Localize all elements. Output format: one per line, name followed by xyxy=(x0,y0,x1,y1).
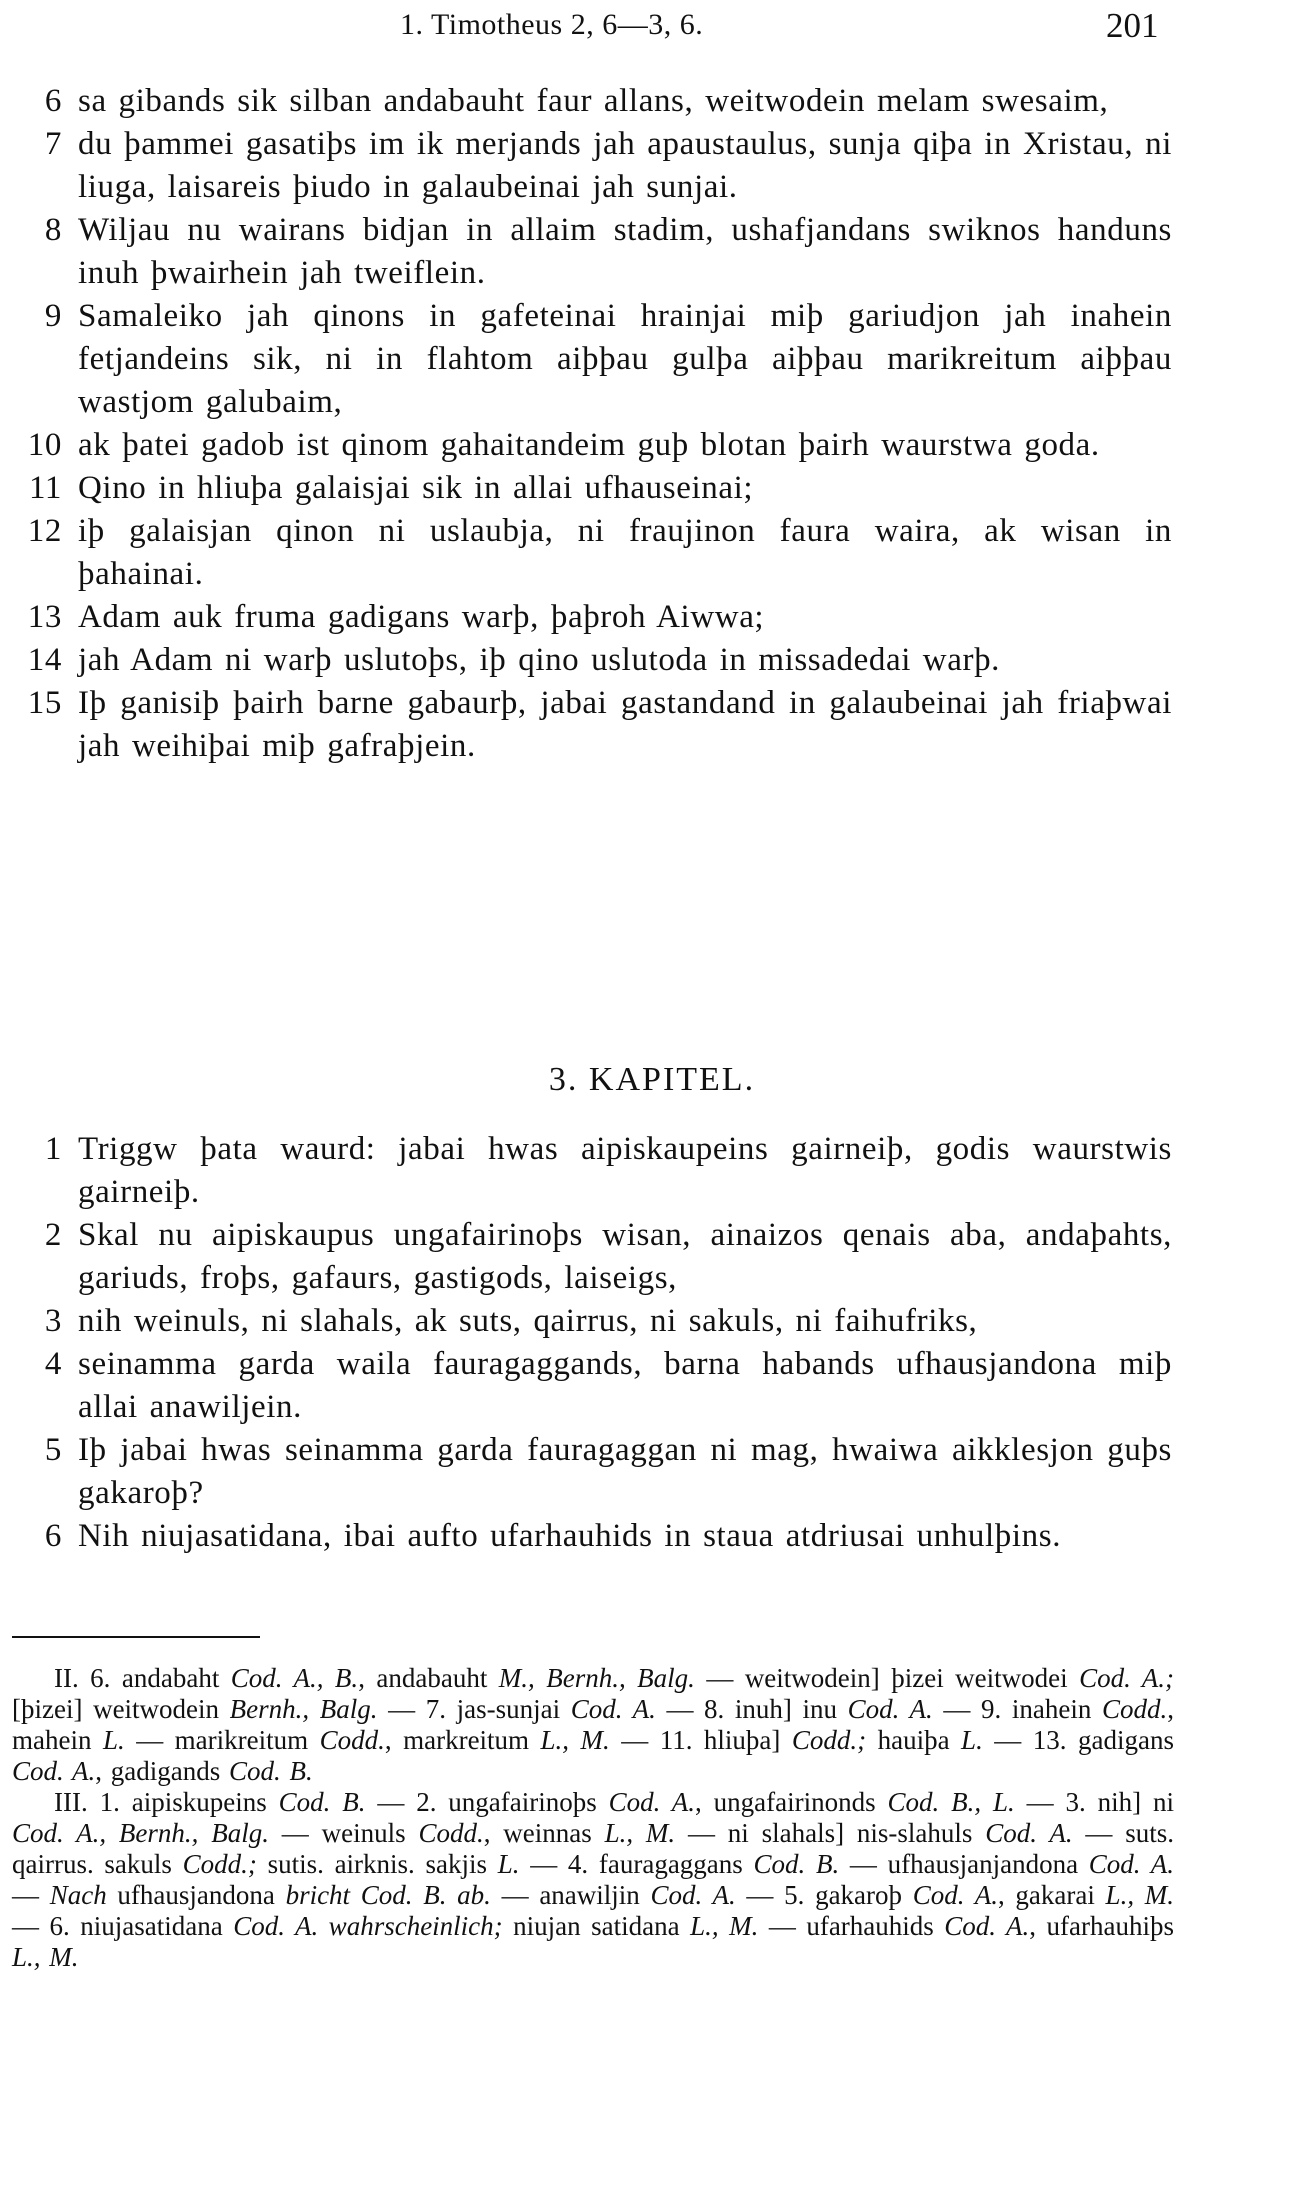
verse-text: iþ galaisjan qinon ni uslaubja, ni fraujinon faura waira, ak wisan in þahainai. xyxy=(78,513,1172,592)
note-text: hauiþa xyxy=(866,1725,962,1755)
verse-number: 1 xyxy=(44,1131,62,1167)
note-text: , ungafairinonds xyxy=(695,1787,888,1817)
note-siglum: Cod. B., L. xyxy=(887,1787,1015,1817)
note-text: — 7. jas-sunjai xyxy=(377,1694,571,1724)
chapter-3-verses xyxy=(0,1128,1304,1558)
note-text: sutis. airknis. sakjis xyxy=(256,1849,498,1879)
page-number: 201 xyxy=(1106,6,1159,45)
note-siglum: Cod. A. xyxy=(12,1756,96,1786)
note-siglum: Codd. xyxy=(319,1725,385,1755)
verse-text: Nih niujasatidana, ibai aufto ufarhauhids in staua atdriusai unhulþins. xyxy=(78,1518,1062,1554)
note-siglum: L. xyxy=(102,1725,125,1755)
note-text: ufhausjandona xyxy=(106,1880,286,1910)
note-siglum: L., M. xyxy=(12,1942,79,1972)
note-text: III. 1. aipiskupeins xyxy=(54,1787,279,1817)
note-siglum: Cod. A. xyxy=(1088,1849,1174,1879)
note-siglum: Cod. A.; xyxy=(1079,1663,1175,1693)
note-siglum: Cod. B. xyxy=(753,1849,840,1879)
note-text: , markreitum xyxy=(384,1725,541,1755)
verse-number: 7 xyxy=(44,126,62,162)
verse xyxy=(0,1214,1172,1300)
verse-number: 14 xyxy=(27,642,62,678)
note-text: , mahein xyxy=(12,1694,1174,1755)
footnote-chapter-2 xyxy=(12,1663,1174,1787)
page-header xyxy=(0,6,1304,56)
verse xyxy=(0,596,1172,639)
note-siglum: Cod. A. xyxy=(944,1911,1030,1941)
verse-text: nih weinuls, ni slahals, ak suts, qairrus, ni sakuls, ni faihufriks, xyxy=(78,1303,978,1339)
verse-text: Samaleiko jah qinons in gafeteinai hrainjai miþ gariudjon jah inahein fetjandeins sik, ni in flahtom aiþþau gulþa aiþþau marikreitum aiþþau wastjom galubaim, xyxy=(78,298,1172,420)
verse xyxy=(0,209,1172,295)
note-siglum: Cod. A. xyxy=(985,1818,1073,1848)
note-siglum: L., M. xyxy=(690,1911,759,1941)
note-text: — xyxy=(12,1880,50,1910)
verse-number: 2 xyxy=(44,1217,62,1253)
note-siglum: Cod. A. xyxy=(847,1694,933,1724)
note-text: , gadigands xyxy=(95,1756,229,1786)
footnotes xyxy=(12,1663,1174,1973)
verse-number: 13 xyxy=(27,599,62,635)
footnote-chapter-3 xyxy=(12,1787,1174,1973)
verse-text: Qino in hliuþa galaisjai sik in allai ufhauseinai; xyxy=(78,470,754,506)
note-siglum: Nach xyxy=(49,1880,107,1910)
verse-text: Triggw þata waurd: jabai hwas aipiskaupeins gairneiþ, godis waurstwis gairneiþ. xyxy=(78,1131,1172,1210)
note-text: , weinnas xyxy=(483,1818,605,1848)
note-text: — marikreitum xyxy=(124,1725,320,1755)
verse xyxy=(0,639,1172,682)
note-text: , ufarhauhiþs xyxy=(1029,1911,1174,1941)
note-text: [þizei] weitwodein xyxy=(12,1694,230,1724)
note-siglum: Cod. A. xyxy=(608,1787,696,1817)
verse-text: Iþ ganisiþ þairh barne gabaurþ, jabai gastandand in galaubeinai jah friaþwai jah weihiþai miþ gafraþjein. xyxy=(78,685,1172,764)
note-siglum: Bernh., Balg. xyxy=(229,1694,378,1724)
note-text: — anawiljin xyxy=(490,1880,651,1910)
verse-number: 15 xyxy=(27,685,62,721)
verse xyxy=(0,424,1172,467)
verse-text: Iþ jabai hwas seinamma garda fauragaggan ni mag, hwaiwa aikklesjon guþs gakaroþ? xyxy=(78,1432,1172,1511)
verse xyxy=(0,1300,1172,1343)
note-text: — 3. nih] ni xyxy=(1014,1787,1174,1817)
note-siglum: L., M. xyxy=(1105,1880,1175,1910)
verse-number: 5 xyxy=(44,1432,62,1468)
note-siglum: L., M. xyxy=(540,1725,610,1755)
note-siglum: Cod. A., Bernh., Balg. xyxy=(12,1818,269,1848)
verse-text: ak þatei gadob ist qinom gahaitandeim guþ blotan þairh waurstwa goda. xyxy=(78,427,1100,463)
note-text: — ufhausjanjandona xyxy=(839,1849,1089,1879)
chapter-2-verses xyxy=(0,80,1304,768)
verse-text: seinamma garda waila fauragaggands, barna habands ufhausjandona miþ allai anawiljein. xyxy=(78,1346,1172,1425)
verse xyxy=(0,467,1172,510)
note-siglum: L. xyxy=(497,1849,520,1879)
note-text: — ni slahals] nis-slahuls xyxy=(675,1818,986,1848)
note-siglum: Codd.; xyxy=(791,1725,867,1755)
verse-text: Skal nu aipiskaupus ungafairinoþs wisan, ainaizos qenais aba, andaþahts, gariuds, froþs, gafaurs, gastigods, laiseigs, xyxy=(78,1217,1172,1296)
verse-number: 12 xyxy=(27,513,62,549)
verse-number: 8 xyxy=(44,212,62,248)
note-siglum: Cod. A. xyxy=(570,1694,656,1724)
verse-text: jah Adam ni warþ uslutoþs, iþ qino uslutoda in missadedai warþ. xyxy=(78,642,1001,678)
verse xyxy=(0,510,1172,596)
note-siglum: Cod. A. xyxy=(912,1880,998,1910)
note-siglum: Codd.; xyxy=(182,1849,257,1879)
verse-number: 10 xyxy=(27,427,62,463)
note-siglum: M., Bernh., Balg. xyxy=(498,1663,695,1693)
verse-number: 6 xyxy=(44,1518,62,1554)
verse-text: du þammei gasatiþs im ik merjands jah apaustaulus, sunja qiþa in Xristau, ni liuga, laisareis þiudo in galaubeinai jah sunjai. xyxy=(78,126,1172,205)
verse xyxy=(0,80,1172,123)
note-text: , andabauht xyxy=(358,1663,499,1693)
note-siglum: L., M. xyxy=(604,1818,676,1848)
note-text: — 11. hliuþa] xyxy=(609,1725,792,1755)
note-siglum: bricht Cod. B. ab. xyxy=(285,1880,491,1910)
note-siglum: Cod. B. xyxy=(278,1787,366,1817)
verse-number: 9 xyxy=(44,298,62,334)
note-siglum: Codd. xyxy=(1101,1694,1168,1724)
verse-text: Wiljau nu wairans bidjan in allaim stadim, ushafjandans swiknos handuns inuh þwairhein jah tweiflein. xyxy=(78,212,1172,291)
note-text: — 9. inahein xyxy=(932,1694,1102,1724)
running-head: 1. Timotheus 2, 6—3, 6. xyxy=(400,8,704,41)
verse xyxy=(0,1515,1172,1558)
verse-number: 6 xyxy=(44,83,62,119)
note-text: II. 6. andabaht xyxy=(54,1663,231,1693)
note-text: — 8. inuh] inu xyxy=(655,1694,848,1724)
note-siglum: Cod. A., B. xyxy=(230,1663,359,1693)
note-text: — 5. gakaroþ xyxy=(735,1880,913,1910)
note-text: — 2. ungafairinoþs xyxy=(365,1787,609,1817)
note-siglum: Cod. A. xyxy=(650,1880,736,1910)
verse xyxy=(0,1429,1172,1515)
note-siglum: Cod. B. xyxy=(229,1756,313,1786)
verse-number: 4 xyxy=(44,1346,62,1382)
note-text: — weitwodein] þizei weitwodei xyxy=(694,1663,1080,1693)
chapter-heading: 3. KAPITEL. xyxy=(548,1061,756,1098)
note-siglum: Cod. A. wahrscheinlich; xyxy=(233,1911,503,1941)
note-text: — 4. fauragaggans xyxy=(519,1849,754,1879)
note-siglum: L. xyxy=(961,1725,983,1755)
verse xyxy=(0,295,1172,424)
footnote-rule xyxy=(12,1636,260,1638)
note-text: , gakarai xyxy=(997,1880,1106,1910)
verse-text: sa gibands sik silban andabauht faur allans, weitwodein melam swesaim, xyxy=(78,83,1109,119)
note-text: — 6. niujasatidana xyxy=(12,1911,234,1941)
note-siglum: Codd. xyxy=(418,1818,484,1848)
verse-text: Adam auk fruma gadigans warþ, þaþroh Aiwwa; xyxy=(78,599,765,635)
note-text: — ufarhauhids xyxy=(758,1911,945,1941)
verse xyxy=(0,682,1172,768)
verse-number: 11 xyxy=(29,470,62,506)
note-text: niujan satidana xyxy=(502,1911,691,1941)
verse-number: 3 xyxy=(44,1303,62,1339)
verse xyxy=(0,1343,1172,1429)
note-text: — suts. qairrus. sakuls xyxy=(12,1818,1175,1879)
verse xyxy=(0,123,1172,209)
note-text: — 13. gadigans xyxy=(982,1725,1174,1755)
verse xyxy=(0,1128,1172,1214)
note-text: — weinuls xyxy=(268,1818,419,1848)
